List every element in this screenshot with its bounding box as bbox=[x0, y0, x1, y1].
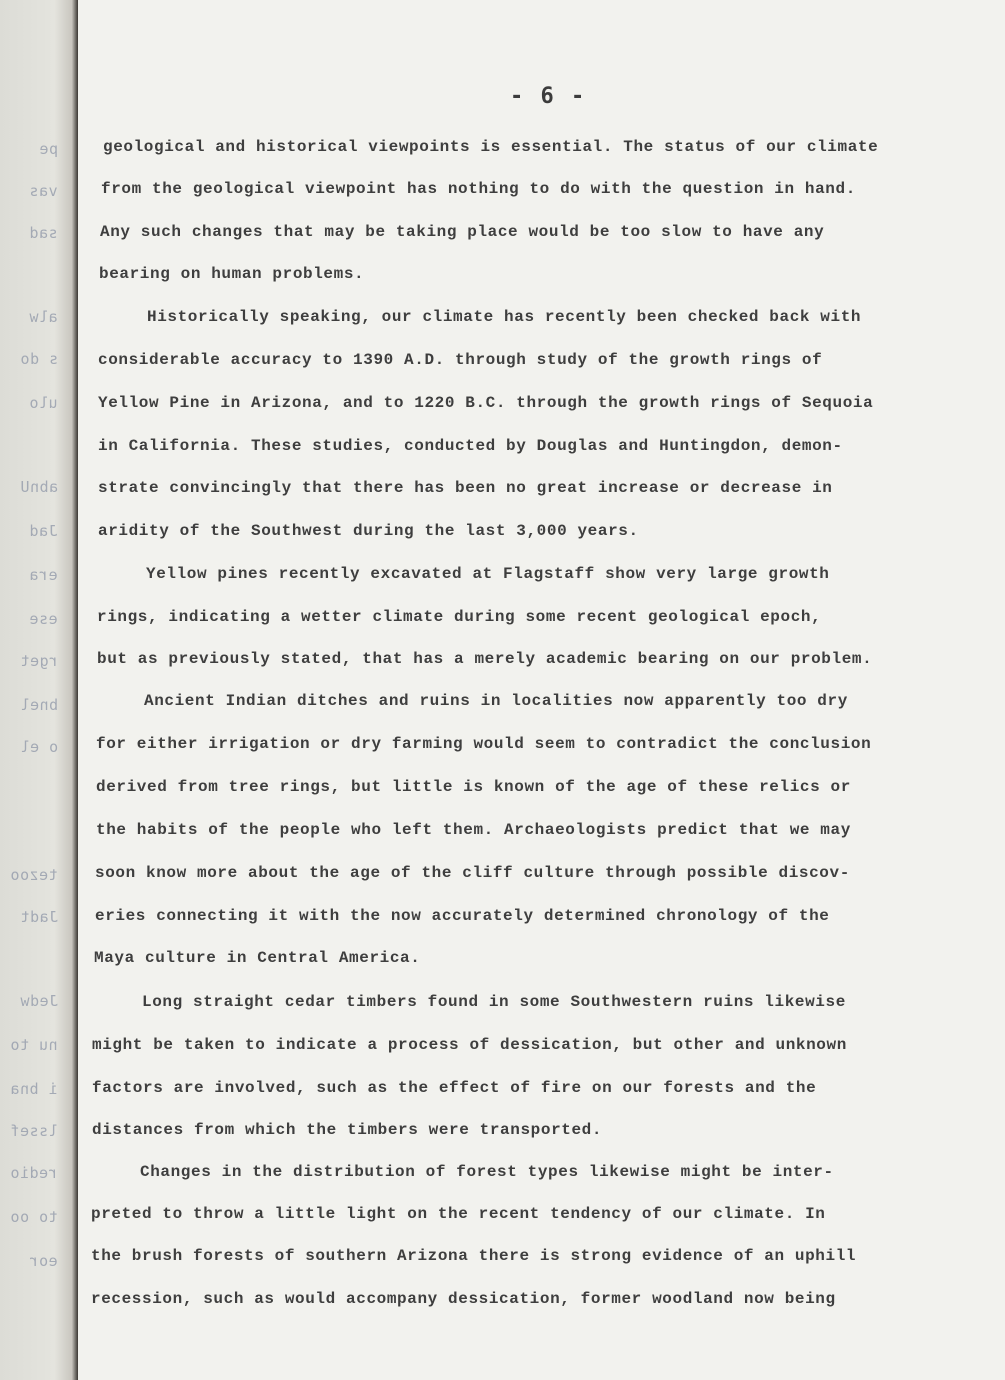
text-line: Any such changes that may be taking place would be too slow to have any bbox=[100, 223, 825, 241]
text-line: distances from which the timbers were transported. bbox=[92, 1121, 603, 1139]
bleed-word: s do bbox=[19, 350, 58, 368]
bleed-word: Jad bbox=[29, 522, 58, 540]
bleed-word: era bbox=[29, 566, 58, 584]
text-line: Yellow Pine in Arizona, and to 1220 B.C. through the growth rings of Sequoia bbox=[98, 394, 874, 412]
typewritten-page bbox=[78, 0, 1005, 1380]
bleed-word: i bna bbox=[10, 1080, 58, 1098]
text-line: eries connecting it with the now accurately determined chronology of the bbox=[95, 907, 830, 925]
bleed-word: ulo bbox=[29, 394, 58, 412]
text-line: derived from tree rings, but little is known of the age of these relics or bbox=[96, 778, 851, 796]
text-line: considerable accuracy to 1390 A.D. through study of the growth rings of bbox=[98, 351, 823, 369]
text-line: soon know more about the age of the cliff culture through possible discov- bbox=[95, 864, 850, 882]
text-line: geological and historical viewpoints is essential. The status of our climate bbox=[103, 138, 879, 156]
text-line: the habits of the people who left them. Archaeologists predict that we may bbox=[96, 821, 851, 839]
text-line: rings, indicating a wetter climate during some recent geological epoch, bbox=[97, 608, 822, 626]
bleed-word: eor bbox=[29, 1252, 58, 1270]
bleed-word: sad bbox=[29, 224, 58, 242]
text-line: might be taken to indicate a process of dessication, but other and unknown bbox=[92, 1036, 847, 1054]
page-number: - 6 - bbox=[510, 84, 587, 109]
text-line: bearing on human problems. bbox=[99, 265, 365, 283]
bleed-word: Jadt bbox=[19, 908, 58, 926]
text-line: preted to throw a little light on the recent tendency of our climate. In bbox=[91, 1205, 826, 1223]
text-line: in California. These studies, conducted by Douglas and Huntingdon, demon- bbox=[98, 437, 843, 455]
text-line: aridity of the Southwest during the last 3,000 years. bbox=[98, 522, 639, 540]
bleed-word: pe bbox=[38, 140, 58, 158]
bleed-word: ese bbox=[29, 610, 58, 628]
bleed-word: Jedw bbox=[19, 992, 58, 1010]
text-line: Maya culture in Central America. bbox=[94, 949, 421, 967]
text-line: the brush forests of southern Arizona there is strong evidence of an uphill bbox=[91, 1247, 857, 1265]
bleed-word: lssef bbox=[10, 1122, 58, 1140]
text-line: from the geological viewpoint has nothing to do with the question in hand. bbox=[101, 180, 856, 198]
text-line: but as previously stated, that has a merely academic bearing on our problem. bbox=[97, 650, 873, 668]
bleed-word: vas bbox=[29, 182, 58, 200]
text-line: Yellow pines recently excavated at Flagstaff show very large growth bbox=[146, 565, 830, 583]
text-line: Changes in the distribution of forest types likewise might be inter- bbox=[140, 1163, 834, 1181]
bleed-word: alw bbox=[29, 308, 58, 326]
bleed-word: tezoo bbox=[10, 866, 58, 884]
bleed-word: nu to bbox=[10, 1036, 58, 1054]
text-line: for either irrigation or dry farming would seem to contradict the conclusion bbox=[96, 735, 872, 753]
bleed-word: rget bbox=[19, 652, 58, 670]
text-line: strate convincingly that there has been no great increase or decrease in bbox=[98, 479, 833, 497]
text-line: recession, such as would accompany dessication, former woodland now being bbox=[91, 1290, 836, 1308]
facing-page-bleed-through bbox=[0, 0, 64, 1380]
text-line: Long straight cedar timbers found in some Southwestern ruins likewise bbox=[142, 993, 846, 1011]
bleed-word: bnel bbox=[19, 696, 58, 714]
text-line: Historically speaking, our climate has recently been checked back with bbox=[147, 308, 862, 326]
text-line: factors are involved, such as the effect of fire on our forests and the bbox=[92, 1079, 817, 1097]
bleed-word: abnU bbox=[19, 478, 58, 496]
bleed-word: to oo bbox=[10, 1208, 58, 1226]
bleed-word: redio bbox=[10, 1164, 58, 1182]
bleed-word: o el bbox=[19, 738, 58, 756]
text-line: Ancient Indian ditches and ruins in localities now apparently too dry bbox=[144, 692, 848, 710]
